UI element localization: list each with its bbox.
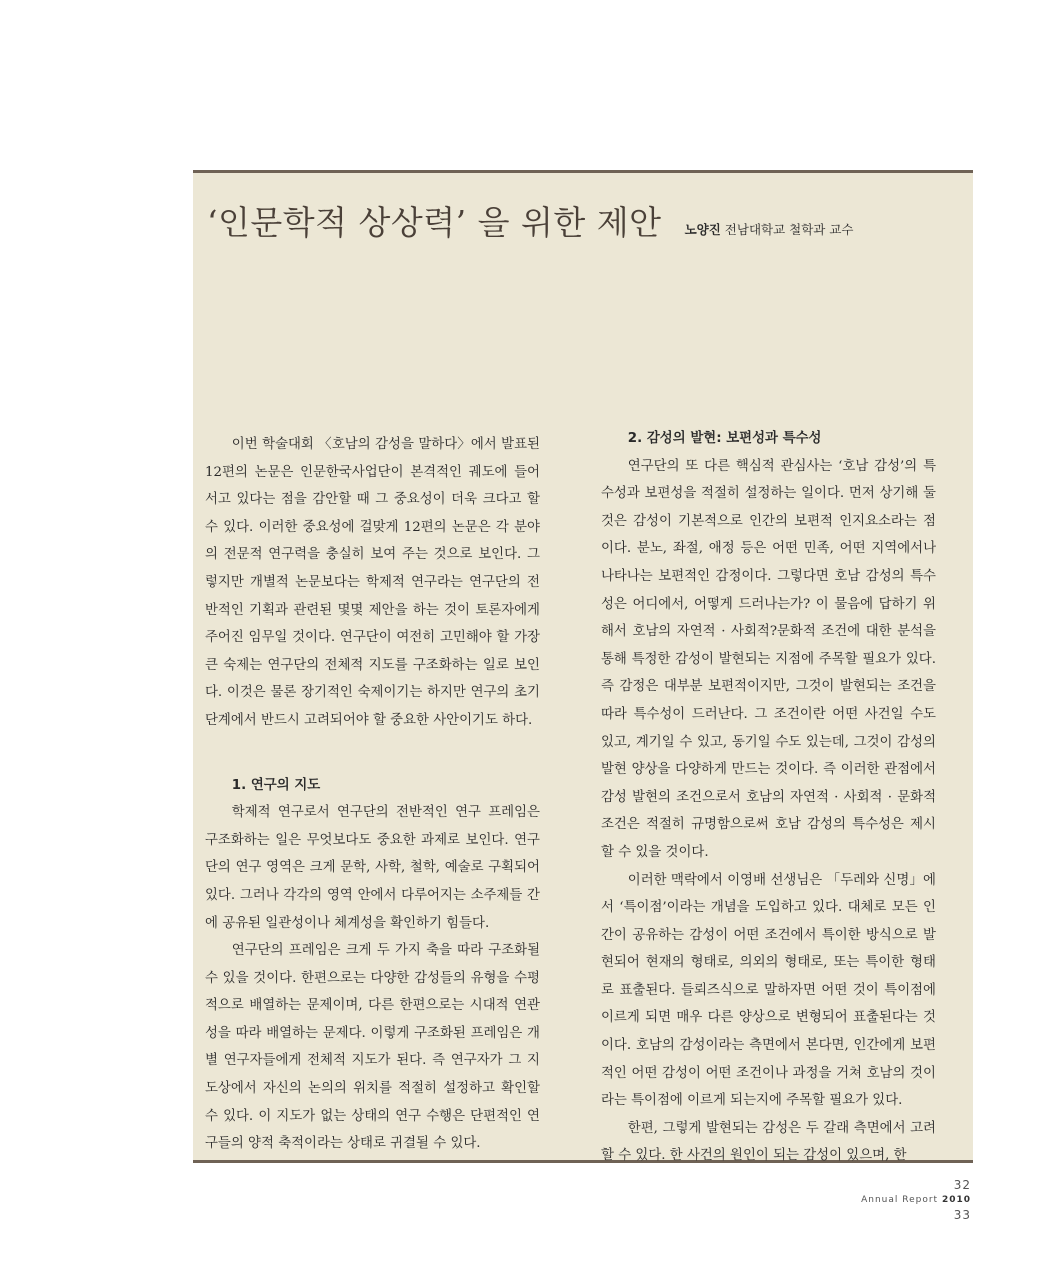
page-number-right: 33: [953, 1208, 971, 1222]
article-panel: [193, 170, 973, 1163]
section-1-heading: 1. 연구의 지도: [231, 777, 321, 793]
intro-paragraph: 이번 학술대회 〈호남의 감성을 말하다〉에서 발표된 12편의 논문은 인문한국사업단이 본격적인 궤도에 들어서고 있다는 점을 감안할 때 그 중요성이 더욱 크다고 할 수 있다. 이러한 중요성에 걸맞게 12편의 논문은 각 분야의 전문적 연구력을 충실히 보여 주는 것으로 보인다. 그렇지만 개별적 논문보다는 학제적 연구라는 연구단의 전반적인 기획과 관련된 몇몇 제안을 하는 것이 토론자에게 주어진 임무일 것이다. 연구단이 여전히 고민해야 할 가장 큰 숙제는 연구단의 전체적 지도를 구조화하는 일로 보인다. 이것은 물론 장기적인 숙제이기는 하지만 연구의 초기 단계에서 반드시 고려되어야 할 중요한 사안이기도 하다.: [205, 437, 540, 728]
page-number-left: 32: [953, 1178, 971, 1192]
author-line: [685, 220, 854, 238]
page-footer: [861, 1177, 971, 1223]
right-column: [601, 425, 936, 1170]
section-2-paragraph-3: 한편, 그렇게 발현되는 감성은 두 갈래 측면에서 고려할 수 있다. 한 사건의 원인이 되는 감성이 있으며, 한: [601, 1120, 936, 1164]
author-affiliation: 전남대학교 철학과 교수: [724, 222, 854, 237]
author-name: 노양진: [684, 222, 721, 237]
section-2-paragraph-2: 이러한 맥락에서 이영배 선생님은 「두레와 신명」에서 ‘특이점’이라는 개념을 도입하고 있다. 대체로 모든 인간이 공유하는 감성이 어떤 조건에서 특이한 방식으로 발현되어 현재의 형태로, 의외의 형태로, 또는 특이한 형태로 표출된다. 들뢰즈식으로 말하자면 어떤 것이 특이점에 이르게 되면 매우 다른 양상으로 변형되어 표출된다는 것이다. 호남의 감성이라는 측면에서 본다면, 인간에게 보편적인 어떤 감성이 어떤 조건이나 과정을 거쳐 호남의 것이라는 특이점에 이르게 되는지에 주목할 필요가 있다.: [601, 872, 936, 1109]
left-column: [205, 431, 540, 1158]
report-label: Annual Report: [861, 1195, 939, 1205]
section-1-paragraph-1: 학제적 연구로서 연구단의 전반적인 연구 프레임은 구조화하는 일은 무엇보다도 중요한 과제로 보인다. 연구단의 연구 영역은 크게 문학, 사학, 철학, 예술로 구획되어 있다. 그러나 각각의 영역 안에서 다루어지는 소주제들 간에 공유된 일관성이나 체계성을 확인하기 힘들다.: [205, 805, 540, 931]
section-2-paragraph-1: 연구단의 또 다른 핵심적 관심사는 ‘호남 감성’의 특수성과 보편성을 적절히 설정하는 일이다. 먼저 상기해 둘 것은 감성이 기본적으로 인간의 보편적 인지요소라는 점이다. 분노, 좌절, 애정 등은 어떤 민족, 어떤 지역에서나 나타나는 보편적인 감정이다. 그렇다면 호남 감성의 특수성은 어디에서, 어떻게 드러나는가? 이 물음에 답하기 위해서 호남의 자연적 · 사회적?문화적 조건에 대한 분석을 통해 특정한 감성이 발현되는 지점에 주목할 필요가 있다. 즉 감정은 대부분 보편적이지만, 그것이 발현되는 조건을 따라 특수성이 드러난다. 그 조건이란 어떤 사건일 수도 있고, 계기일 수 있고, 동기일 수도 있는데, 그것이 감성의 발현 양상을 다양하게 만드는 것이다. 즉 이러한 관점에서 감성 발현의 조건으로서 호남의 자연적 · 사회적 · 문화적 조건은 적절히 규명함으로써 호남 감성의 특수성은 제시할 수 있을 것이다.: [601, 458, 936, 860]
section-2-heading: 2. 감성의 발현: 보편성과 특수성: [627, 431, 822, 446]
annual-report-label: [861, 1193, 971, 1207]
title-row: [207, 197, 967, 247]
report-year: 2010: [941, 1195, 971, 1205]
section-1-paragraph-2: 연구단의 프레임은 크게 두 가지 축을 따라 구조화될 수 있을 것이다. 한편으로는 다양한 감성들의 유형을 수평적으로 배열하는 문제이며, 다른 한편으로는 시대적 연관성을 따라 배열하는 문제다. 이렇게 구조화된 프레임은 개별 연구자들에게 전체적 지도가 된다. 즉 연구자가 그 지도상에서 자신의 논의의 위치를 적절히 설정하고 확인할 수 있다. 이 지도가 없는 상태의 연구 수행은 단편적인 연구들의 양적 축적이라는 상태로 귀결될 수 있다.: [205, 943, 540, 1152]
article-title: ‘인문학적 상상력’ 을 위한 제안: [207, 203, 662, 242]
